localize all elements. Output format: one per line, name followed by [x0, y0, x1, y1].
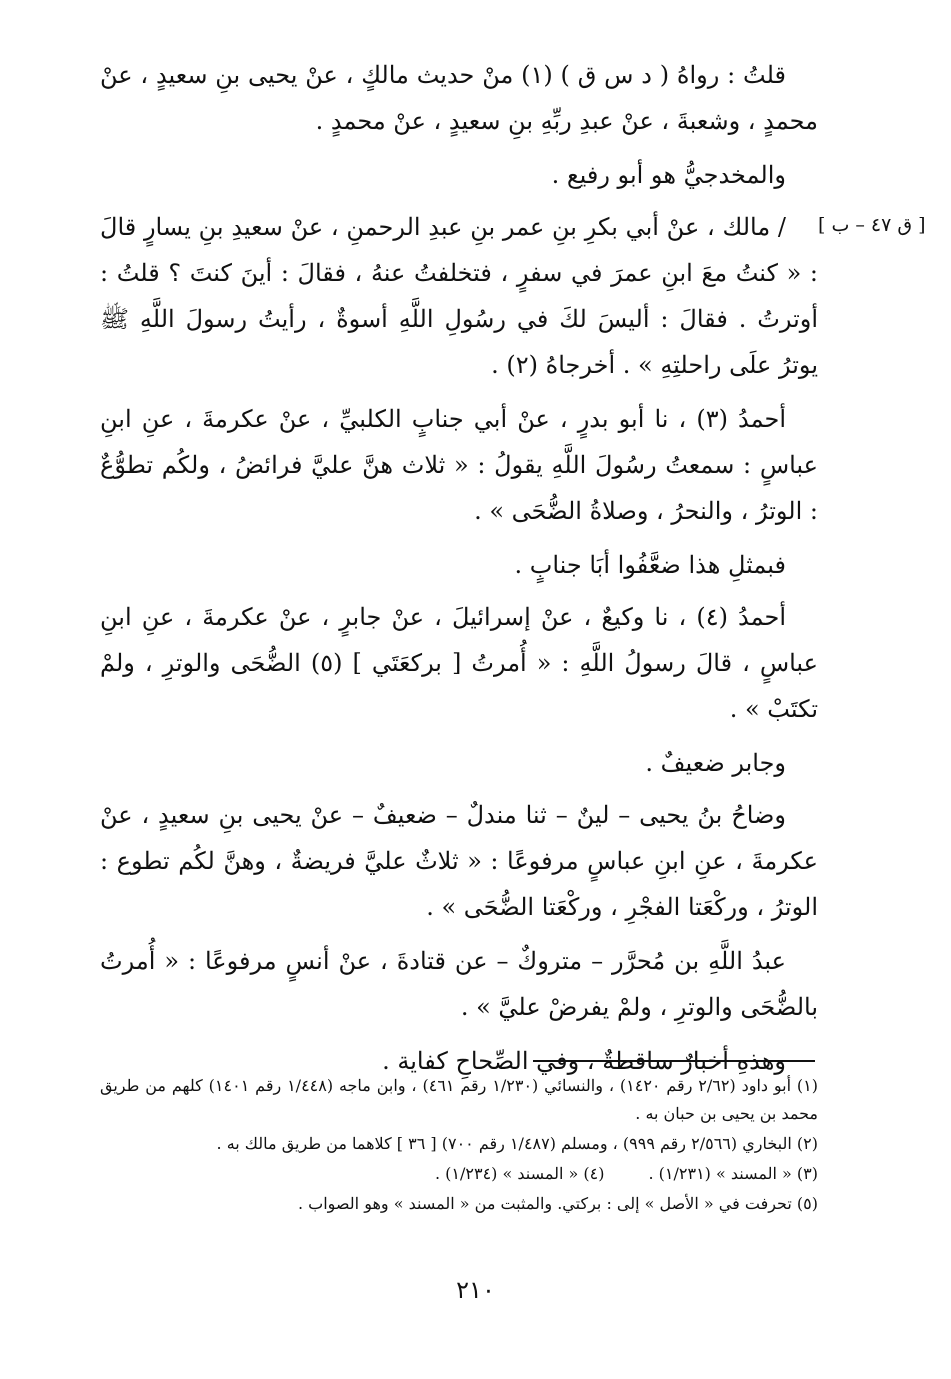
paragraph-abu-janab: فبمثلِ هذا ضعَّفُوا أبَا جنابٍ . — [514, 551, 786, 579]
paragraph-waddah: وضاحُ بنُ يحيى – لينٌ – ثنا مندلٌ – ضعيفٌ – عنْ يحيى بنِ سعيدٍ ، عنْ عكرمةَ ، عنِ ابنِ عباسٍ مرفوعًا : « ثلاثٌ عليَّ فريضةٌ ، وهنَّ لكُم تطوع : الوترُ ، وركْعَتا الفجْرِ ، وركْعَتا الضُّحَى » . — [100, 801, 818, 921]
paragraph-conclusion: وهذهِ أخبارٌ ساقطةٌ ، وفي الصِّحاحِ كفاية . — [382, 1047, 786, 1075]
footnote-row-3-4 — [100, 1160, 818, 1188]
paragraph-abdullah-muharrar: عبدُ اللَّهِ بن مُحرَّر – متروكٌ – عن قتادةَ ، عنْ أنسٍ مرفوعًا : « أُمرتُ بالضُّحَى والوترِ ، ولمْ يفرضْ عليَّ » . — [100, 947, 818, 1021]
paragraph-jabir: وجابر ضعيفٌ . — [645, 749, 786, 777]
paragraph-riwayah: قلتُ : رواهُ ( د س ق ) (١) منْ حديث مالكٍ ، عنْ يحيى بنِ سعيدٍ ، عنْ محمدٍ ، وشعبةَ ، عنْ عبدِ ربِّهِ بنِ سعيدٍ ، عنْ محمدٍ . — [100, 61, 818, 135]
footnotes — [100, 1072, 818, 1220]
footnote-3: (٣) « المسند » (١/٢٣١) . — [648, 1164, 818, 1183]
paragraph-ahmad-abu-badr: أحمدُ (٣) ، نا أبو بدرٍ ، عنْ أبي جنابٍ الكلبيِّ ، عنْ عكرمةَ ، عنِ ابنِ عباسٍ : سمعتُ رسُولَ اللَّهِ يقولُ : « ثلاث هنَّ عليَّ فرائضُ ، ولكُم تطوُّعٌ : الوترُ ، والنحرُ ، وصلاةُ الضُّحَى » . — [100, 405, 818, 525]
paragraph-ahmad-waki: أحمدُ (٤) ، نا وكيعٌ ، عنْ إسرائيلَ ، عنْ جابرٍ ، عنْ عكرمةَ ، عنِ ابنِ عباسٍ ، قالَ رسولُ اللَّهِ : « أُمرتُ [ بركعَتَي ] (٥) الضُّحَى والوترِ ، ولمْ تكتَبْ » . — [100, 603, 818, 723]
footnote-2: (٢) البخاري (٢/٥٦٦ رقم ٩٩٩) ، ومسلم (١/٤٨٧ رقم ٧٠٠) [ ٣٦ ] كلاهما من طريق مالك به . — [216, 1134, 818, 1153]
footnote-4: (٤) « المسند » (١/٢٣٤) . — [434, 1164, 605, 1183]
footnote-5: (٥) تحرفت في « الأصل » إلى : بركتي. والمثبت من « المسند » وهو الصواب . — [297, 1194, 818, 1213]
paragraph-mukhdaji: والمخدجيُّ هو أبو رفيع . — [551, 161, 786, 189]
page-number: ٢١٠ — [456, 1276, 495, 1304]
margin-folio-note: [ ق ٤٧ – ب ] — [818, 214, 926, 236]
footnote-1: (١) أبو داود (٢/٦٢ رقم ١٤٢٠) ، والنسائي (١/٢٣٠ رقم ٤٦١) ، وابن ماجه (١/٤٤٨ رقم ١٤٠١) كلهم من طريق محمد بن يحيى بن حبان به . — [100, 1076, 819, 1123]
main-text — [100, 52, 818, 1092]
paragraph-malik-hadith: / مالك ، عنْ أبي بكرِ بنِ عمر بنِ عبدِ الرحمنِ ، عنْ سعيدِ بنِ يسارٍ قالَ : « كنتُ معَ ابنِ عمرَ في سفرٍ ، فتخلفتُ عنهُ ، فقالَ : أينَ كنتَ ؟ قلتُ : أوترتُ . فقالَ : أليسَ لكَ في رسُولِ اللَّهِ أسوةٌ ، رأيتُ رسولَ اللَّهِ ﷺ يوترُ علَى راحلتِهِ » . أخرجاهُ (٢) . — [100, 213, 818, 379]
footnote-separator — [533, 1060, 815, 1062]
